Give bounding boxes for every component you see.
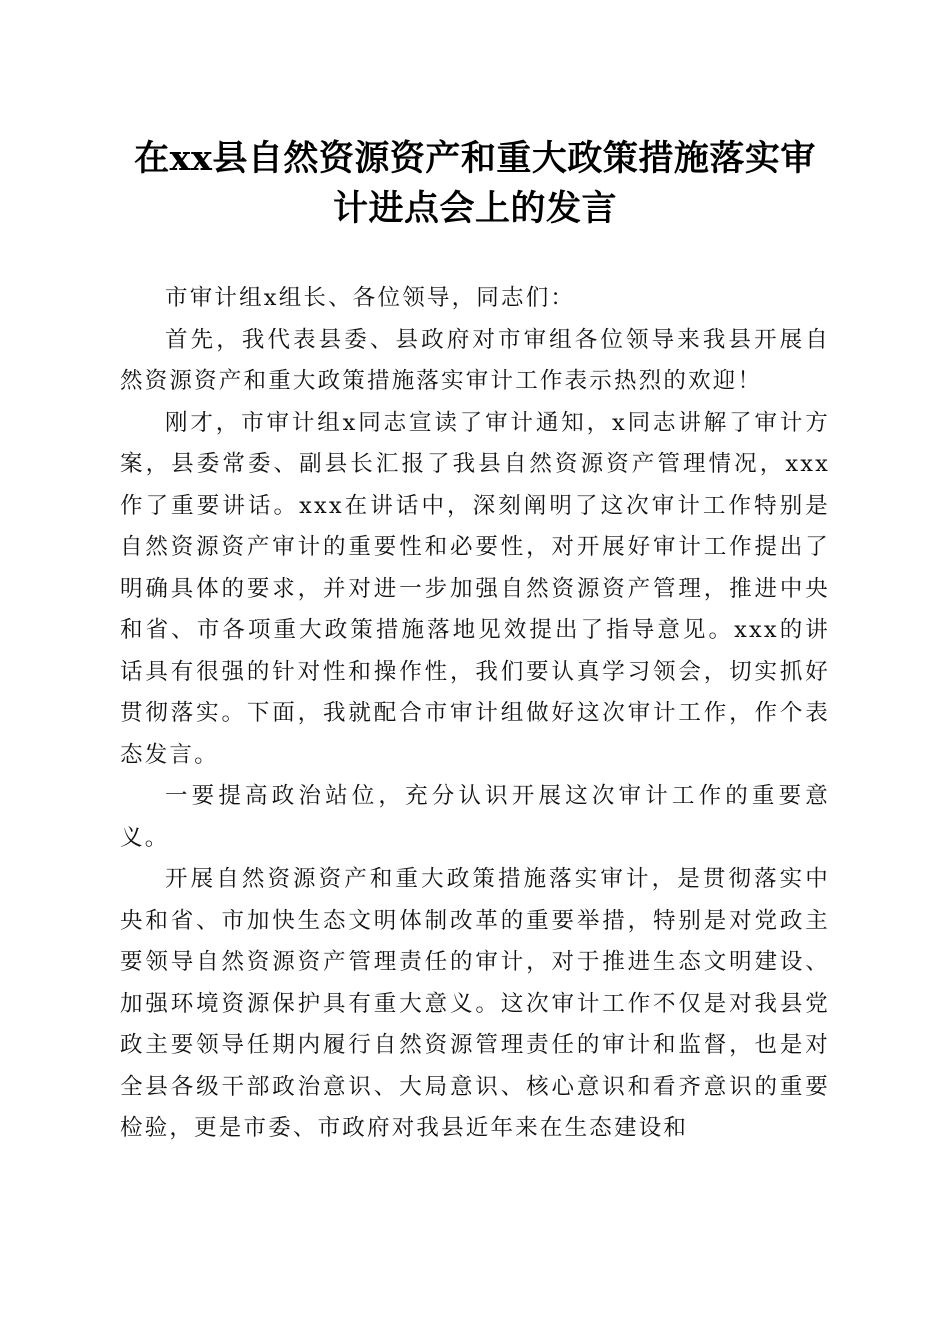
paragraph-welcome: 首先，我代表县委、县政府对市审组各位领导来我县开展自然资源资产和重大政策措施落实审计工作表示热烈的欢迎！ [120,326,830,394]
document-body [120,278,830,1150]
paragraph-significance: 开展自然资源资产和重大政策措施落实审计，是贯彻落实中央和省、市加快生态文明体制改革的重要举措，特别是对党政主要领导自然资源资产管理责任的审计，对于推进生态文明建设、加强环境资源保护具有重大意义。这次审计工作不仅是对我县党政主要领导任期内履行自然资源管理责任的审计和监督，也是对全县各级干部政治意识、大局意识、核心意识和看齐意识的重要检验，更是市委、市政府对我县近年来在生态建设和 [120,866,830,1141]
paragraph-point-one-heading: 一要提高政治站位，充分认识开展这次审计工作的重要意义。 [120,783,830,851]
paragraph-review: 刚才，市审计组x同志宣读了审计通知，x同志讲解了审计方案，县委常委、副县长汇报了我县自然资源资产管理情况，xxx作了重要讲话。xxx在讲话中，深刻阐明了这次审计工作特别是自然资源资产审计的重要性和必要性，对开展好审计工作提出了明确具体的要求，并对进一步加强自然资源资产管理，推进中央和省、市各项重大政策措施落地见效提出了指导意见。xxx的讲话具有很强的针对性和操作性，我们要认真学习领会，切实抓好贯彻落实。下面，我就配合市审计组做好这次审计工作，作个表态发言。 [120,409,830,768]
document-title: 在xx县自然资源资产和重大政策措施落实审计进点会上的发言 [134,138,816,229]
salutation: 市审计组x组长、各位领导，同志们： [165,285,576,311]
